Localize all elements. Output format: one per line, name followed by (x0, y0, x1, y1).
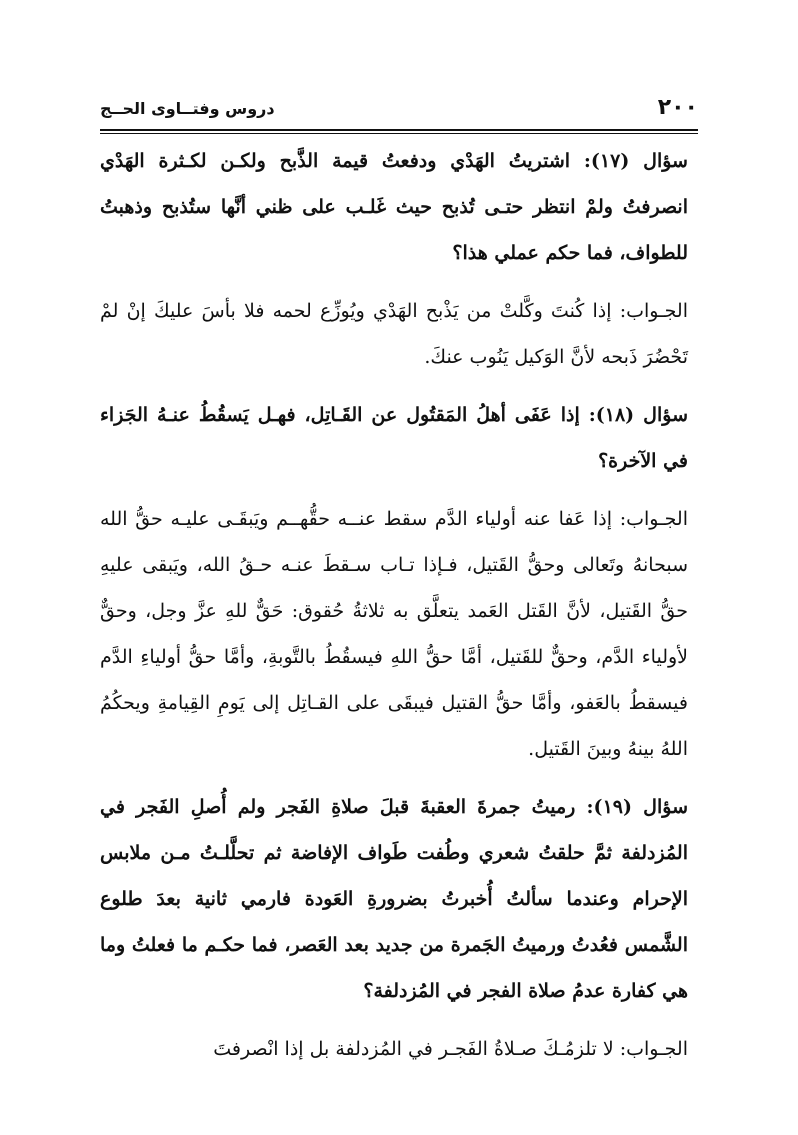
page-body (100, 138, 688, 1084)
page-number: ٢٠٠ (657, 95, 698, 120)
question-19: سؤال (١٩): رميتُ جمرةَ العقبةَ قبلَ صلاةِ الفَجر ولم أُصلِ الفَجر في المُزدلفة ثمَّ حلقتُ شعري وطُفت طَواف الإفاضة ثم تحلَّلـتُ مـن ملابس الإحرام وعندما سألتُ أُخبرتُ بضرورةِ العَودة فارمي ثانية بعدَ طلوع الشَّمس فعُدتُ ورميتُ الجَمرة من جديد بعد العَصر، فما حكـم ما فعلتُ وما هي كفارة عدمُ صلاة الفجر في المُزدلفة؟ (100, 796, 688, 1002)
answer-17: الجـواب: إذا كُنتَ وكَّلتْ من يَذْبح الهَدْي ويُوزِّع لحمه فلا بأسَ عليكَ إنْ لمْ تَحْضُرَ ذَبحه لأنَّ الوَكيل يَنُوب عنكَ. (100, 300, 688, 368)
page-header (100, 93, 698, 133)
question-17: سؤال (١٧): اشتريتُ الهَدْي ودفعتُ قيمة الذَّبح ولكـن لكـثرة الهَدْي انصرفتُ ولمْ انتظر حتـى تُذبح حيث غَلـب على ظني أنَّها ستُذبح وذهبتُ للطواف، فما حكم عملي هذا؟ (100, 150, 688, 264)
question-18: سؤال (١٨): إذا عَفَى أهلُ المَقتُول عن القَـاتِل، فهـل يَسقُطُ عنـهُ الجَزاء في الآخرة؟ (100, 404, 688, 472)
header-divider (100, 129, 698, 134)
answer-18: الجـواب: إذا عَفا عنه أولياء الدَّم سقط عنــه حقُّهــم ويَبقَـى عليـه حقُّ الله سبحانهُ وتَعالى وحقُّ القَتيل، فـإذا تـاب سـقطَ عنـه حـقُ الله، ويَبقى عليهِ حقُّ القَتيل، لأنَّ القَتل العَمد يتعلَّق به ثلاثةُ حُقوق: حَقٌّ للهِ عزَّ وجل، وحقٌّ لأولياء الدَّم، وحقٌّ للقَتيل، أمَّا حقُّ اللهِ فيسقُطُ بالتَّوبةِ، وأمَّا حقُّ أولياءِ الدَّم فيسقطُ بالعَفو، وأمَّا حقُّ القتيل فيبقَى على القـاتِل إلى يَومِ القِيامةِ ويحكُمُ اللهُ بينهُ وبينَ القَتيل. (100, 508, 688, 760)
running-title: دروس وفتــاوى الحــج (100, 99, 275, 118)
answer-19: الجـواب: لا تلزمُـكَ صـلاةُ الفَجـر في المُزدلفة بل إذا انْصرفتَ (213, 1038, 688, 1060)
